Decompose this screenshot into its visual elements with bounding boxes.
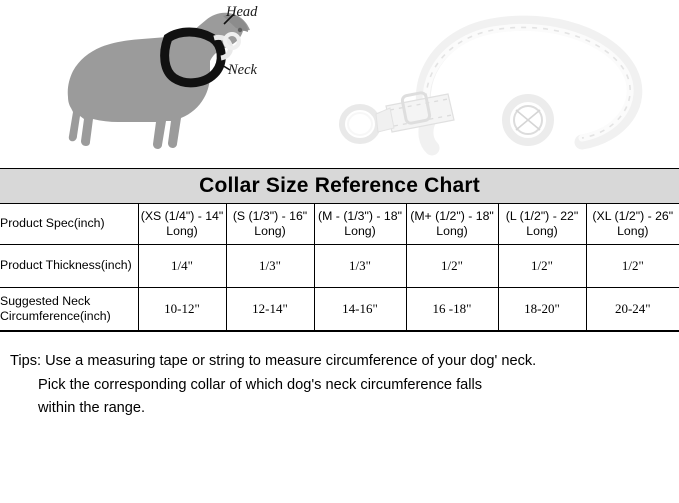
table-row-thickness	[0, 245, 679, 288]
table-row-product-spec	[0, 204, 679, 245]
column-header-m: (M - (1/3") - 18" Long)	[314, 204, 406, 245]
column-header-xl: (XL (1/2") - 26" Long)	[586, 204, 679, 245]
collar-illustration-icon	[320, 2, 670, 164]
table-cell-thickness-s: 1/3"	[226, 245, 314, 288]
dog-silhouette-icon	[18, 4, 298, 164]
table-cell-neck-xl: 20-24"	[586, 288, 679, 331]
tips-line-3: within the range.	[38, 400, 146, 417]
label-neck: Neck	[228, 62, 257, 78]
tips-section	[0, 332, 679, 421]
table-cell-thickness-xl: 1/2"	[586, 245, 679, 288]
table-cell-neck-m: 14-16"	[314, 288, 406, 331]
column-header-l: (L (1/2") - 22" Long)	[498, 204, 586, 245]
dog-wearing-collar-diagram	[18, 4, 298, 164]
table-cell-thickness-m-plus: 1/2"	[406, 245, 498, 288]
page-title: Collar Size Reference Chart	[0, 169, 679, 204]
tips-line-2: Pick the corresponding collar of which dog's neck circumference falls	[38, 376, 483, 393]
column-header-s: (S (1/3") - 16" Long)	[226, 204, 314, 245]
table-cell-neck-l: 18-20"	[498, 288, 586, 331]
table-row-neck-circumference	[0, 288, 679, 331]
row-header-thickness: Product Thickness(inch)	[0, 245, 138, 288]
illustration-area	[0, 0, 679, 168]
label-head: Head	[226, 4, 258, 20]
row-header-product-spec: Product Spec(inch)	[0, 204, 138, 245]
table-cell-neck-xs: 10-12"	[138, 288, 226, 331]
table-cell-thickness-m: 1/3"	[314, 245, 406, 288]
table-cell-neck-m-plus: 16 -18"	[406, 288, 498, 331]
reflective-dog-collar-photo	[320, 2, 670, 164]
tips-line-1: Tips: Use a measuring tape or string to measure circumference of your dog' neck.	[10, 353, 537, 369]
column-header-m-plus: (M+ (1/2") - 18" Long)	[406, 204, 498, 245]
collar-size-reference-table	[0, 168, 679, 332]
row-header-neck-circumference: Suggested Neck Circumference(inch)	[0, 288, 138, 331]
table-cell-neck-s: 12-14"	[226, 288, 314, 331]
table-cell-thickness-xs: 1/4"	[138, 245, 226, 288]
table-title-row	[0, 169, 679, 204]
table-cell-thickness-l: 1/2"	[498, 245, 586, 288]
column-header-xs: (XS (1/4") - 14" Long)	[138, 204, 226, 245]
